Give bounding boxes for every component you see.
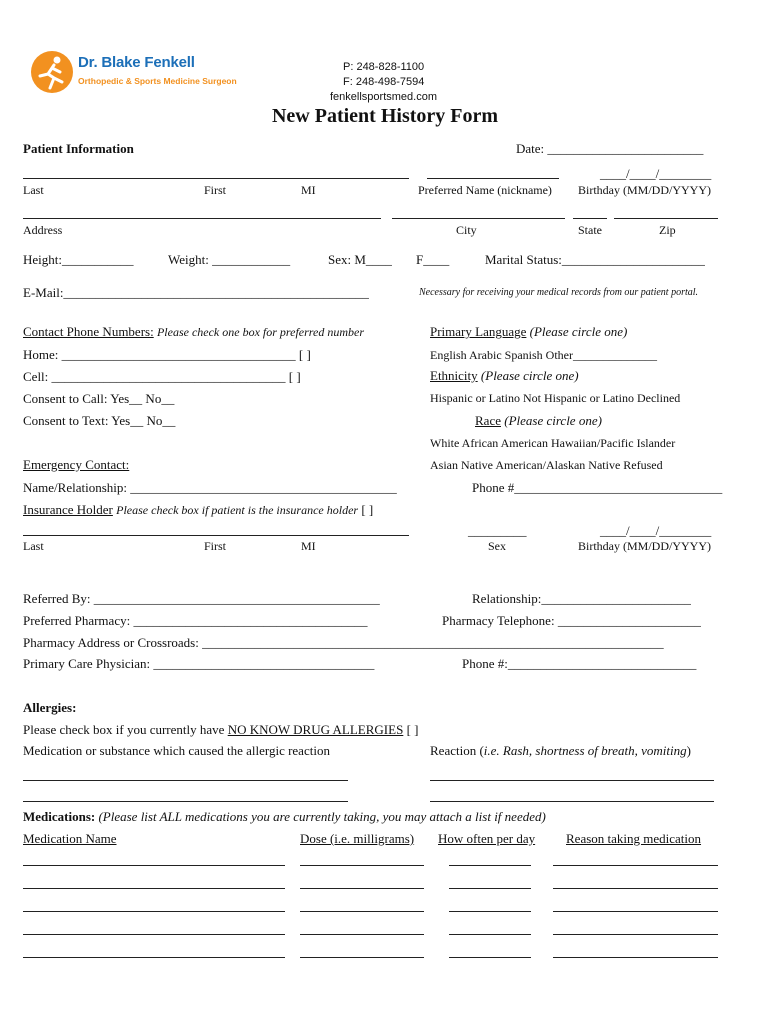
doctor-tagline: Orthopedic & Sports Medicine Surgeon: [78, 76, 237, 86]
pharmacy-field[interactable]: Preferred Pharmacy: ____________________________________: [23, 613, 368, 628]
reaction-note: i.e. Rash, shortness of breath, vomiting: [483, 743, 687, 758]
emergency-heading: Emergency Contact:: [23, 457, 130, 472]
med-frequency-line[interactable]: [449, 865, 531, 866]
logo: [30, 50, 237, 94]
med-name-line[interactable]: [23, 888, 285, 889]
first-label: First: [204, 183, 227, 197]
referred-by-field[interactable]: Referred By: ____________________________________________: [23, 591, 380, 606]
allergy-reaction-label: [430, 743, 691, 759]
insurance-last-label: Last: [23, 539, 44, 553]
state-line[interactable]: [573, 218, 607, 219]
website[interactable]: fenkellsportsmed.com: [330, 91, 437, 103]
med-reason-line[interactable]: [553, 865, 718, 866]
city-line[interactable]: [392, 218, 565, 219]
marital-status-field[interactable]: Marital Status:______________________: [485, 252, 705, 267]
ethnicity-heading-note: (Please circle one): [480, 368, 579, 383]
insurance-first-label: First: [204, 539, 227, 553]
runner-logo-icon: [30, 50, 74, 94]
height-field[interactable]: Height:___________: [23, 252, 134, 267]
zip-label: Zip: [659, 223, 676, 237]
med-col-reason: Reason taking medication: [566, 831, 702, 846]
relationship-field[interactable]: Relationship:_______________________: [472, 591, 691, 606]
allergy-line[interactable]: [23, 801, 348, 802]
form-title: New Patient History Form: [271, 105, 499, 127]
med-dose-line[interactable]: [300, 888, 424, 889]
insurance-sex-label: Sex: [488, 539, 506, 553]
sex-f-field[interactable]: F____: [416, 252, 450, 267]
contact-heading-label: Contact Phone Numbers:: [23, 324, 154, 339]
nkda-text: Please check box if you currently have: [23, 722, 225, 737]
nkda-checkbox[interactable]: [ ]: [406, 722, 419, 737]
emergency-name-field[interactable]: Name/Relationship: _________________________________________: [23, 480, 397, 495]
pharmacy-phone-field[interactable]: Pharmacy Telephone: ______________________: [442, 613, 701, 628]
fax-number: F: 248-498-7594: [343, 76, 425, 88]
med-frequency-line[interactable]: [449, 957, 531, 958]
insurance-heading: [23, 502, 373, 518]
med-dose-line[interactable]: [300, 934, 424, 935]
emergency-phone-field[interactable]: Phone #________________________________: [472, 480, 723, 495]
reaction-label: Reaction (: [430, 743, 484, 758]
race-heading-label: Race: [475, 413, 501, 428]
med-col-frequency: How often per day: [438, 831, 536, 846]
med-col-dose: Dose (i.e. milligrams): [300, 831, 415, 846]
insurance-birthday-label: Birthday (MM/DD/YYYY): [578, 539, 711, 553]
nkda-line: [23, 722, 418, 738]
contact-heading-note: Please check one box for preferred number: [156, 325, 365, 339]
allergy-line[interactable]: [23, 780, 348, 781]
phone-number: P: 248-828-1100: [343, 61, 425, 73]
weight-field[interactable]: Weight: ____________: [168, 252, 291, 267]
allergy-medication-label: Medication or substance which caused the allergic reaction: [23, 743, 330, 758]
race-heading: [475, 413, 602, 429]
city-label: City: [456, 223, 477, 237]
last-label: Last: [23, 183, 44, 197]
med-dose-line[interactable]: [300, 911, 424, 912]
med-name-line[interactable]: [23, 911, 285, 912]
email-note: Necessary for receiving your medical records from our patient portal.: [419, 287, 699, 298]
med-name-line[interactable]: [23, 865, 285, 866]
med-name-line[interactable]: [23, 957, 285, 958]
reaction-line[interactable]: [430, 801, 714, 802]
language-heading-note: (Please circle one): [529, 324, 628, 339]
insurance-mi-label: MI: [301, 539, 316, 553]
reaction-line[interactable]: [430, 780, 714, 781]
patient-info-heading: Patient Information: [23, 141, 134, 156]
language-heading-label: Primary Language: [430, 324, 527, 339]
birthday-label: Birthday (MM/DD/YYYY): [578, 183, 711, 197]
consent-call-field[interactable]: Consent to Call: Yes__ No__: [23, 391, 175, 406]
reaction-close: ): [686, 743, 691, 758]
name-line[interactable]: [23, 178, 409, 179]
cell-phone-field[interactable]: Cell: ____________________________________ [ ]: [23, 369, 301, 384]
med-dose-line[interactable]: [300, 957, 424, 958]
insurance-heading-note: Please check box if patient is the insurance holder: [116, 503, 359, 517]
pharmacy-address-field[interactable]: Pharmacy Address or Crossroads: _______________________________________________________________________: [23, 635, 664, 650]
insurance-birthday-blank[interactable]: ____/____/________: [600, 523, 712, 538]
preferred-name-label: Preferred Name (nickname): [418, 183, 552, 197]
med-dose-line[interactable]: [300, 865, 424, 866]
med-frequency-line[interactable]: [449, 911, 531, 912]
contact-heading: [23, 324, 364, 340]
medications-heading-label: Medications:: [23, 809, 96, 824]
med-frequency-line[interactable]: [449, 888, 531, 889]
date-field[interactable]: Date: ________________________: [516, 141, 704, 156]
language-heading: [430, 324, 627, 340]
sex-m-field[interactable]: Sex: M____: [328, 252, 392, 267]
ethnicity-heading: [430, 368, 579, 384]
allergies-heading: Allergies:: [23, 700, 77, 715]
insurance-holder-checkbox[interactable]: [ ]: [361, 502, 374, 517]
medications-heading: [23, 809, 546, 825]
ethnicity-options[interactable]: Hispanic or Latino Not Hispanic or Latino Declined: [430, 391, 681, 405]
language-options[interactable]: English Arabic Spanish Other______________: [430, 348, 657, 362]
preferred-name-line[interactable]: [427, 178, 559, 179]
email-field[interactable]: E-Mail:_______________________________________________: [23, 285, 369, 300]
consent-text-field[interactable]: Consent to Text: Yes__ No__: [23, 413, 176, 428]
race-options-row2[interactable]: Asian Native American/Alaskan Native Refused: [430, 458, 663, 472]
med-reason-line[interactable]: [553, 934, 718, 935]
address-label: Address: [23, 223, 63, 237]
insurance-heading-label: Insurance Holder: [23, 502, 113, 517]
mi-label: MI: [301, 183, 316, 197]
med-reason-line[interactable]: [553, 911, 718, 912]
zip-line[interactable]: [614, 218, 718, 219]
nkda-label: NO KNOW DRUG ALLERGIES: [227, 722, 404, 737]
race-heading-note: (Please circle one): [504, 413, 602, 428]
insurance-sex-blank[interactable]: _________: [468, 523, 527, 538]
med-col-name: Medication Name: [23, 831, 117, 846]
state-label: State: [578, 223, 602, 237]
med-name-line[interactable]: [23, 934, 285, 935]
medications-heading-note: (Please list ALL medications you are currently taking, you may attach a list if needed): [98, 809, 546, 824]
med-reason-line[interactable]: [553, 888, 718, 889]
doctor-name: Dr. Blake Fenkell: [78, 54, 195, 71]
race-options-row1[interactable]: White African American Hawaiian/Pacific Islander: [430, 436, 676, 450]
address-line[interactable]: [23, 218, 381, 219]
med-frequency-line[interactable]: [449, 934, 531, 935]
birthday-blank[interactable]: ____/____/________: [600, 166, 712, 181]
med-reason-line[interactable]: [553, 957, 718, 958]
insurance-name-line[interactable]: [23, 535, 409, 536]
ethnicity-heading-label: Ethnicity: [430, 368, 478, 383]
pcp-phone-field[interactable]: Phone #:_____________________________: [462, 656, 697, 671]
home-phone-field[interactable]: Home: ____________________________________ [ ]: [23, 347, 311, 362]
pcp-field[interactable]: Primary Care Physician: __________________________________: [23, 656, 375, 671]
